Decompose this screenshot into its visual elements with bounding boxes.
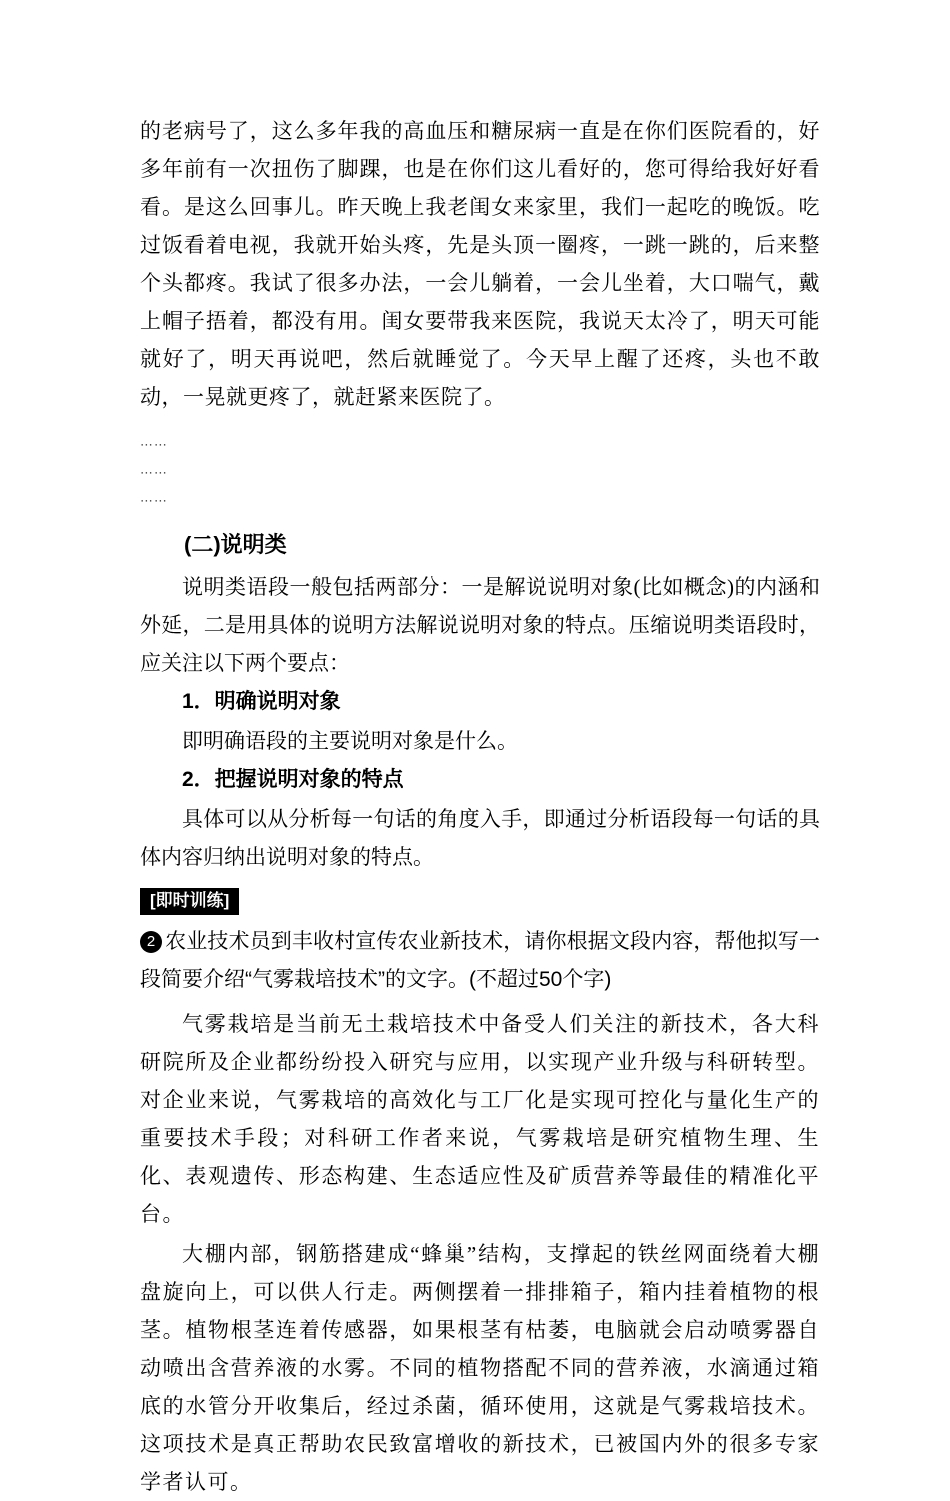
question-text: 农业技术员到丰收村宣传农业新技术，请你根据文段内容，帮他拟写一段简要介绍“气雾栽培技术”的文字。(不超过50个字) <box>140 930 820 991</box>
training-label: [即时训练] <box>140 888 239 915</box>
ellipsis-line: ⋯⋯ <box>140 466 168 481</box>
point2-title: 2．把握说明对象的特点 <box>182 768 404 791</box>
section-intro: 说明类语段一般包括两部分：一是解说说明对象(比如概念)的内涵和外延，二是用具体的说明方法解说说明对象的特点。压缩说明类语段时，应关注以下两个要点： <box>140 575 820 675</box>
ellipsis-marks <box>140 432 820 516</box>
document-page <box>140 112 820 1501</box>
passage-paragraph-2: 大棚内部，钢筋搭建成“蜂巢”结构，支撑起的铁丝网面绕着大棚盘旋向上，可以供人行走。两侧摆着一排排箱子，箱内挂着植物的根茎。植物根茎连着传感器，如果根茎有枯萎，电脑就会启动喷雾器自动喷出含营养液的水雾。不同的植物搭配不同的营养液，水滴通过箱底的水管分开收集后，经过杀菌，循环使用，这就是气雾栽培技术。这项技术是真正帮助农民致富增收的新技术，已被国内外的很多专家学者认可。 <box>140 1242 820 1494</box>
training-question <box>140 923 820 999</box>
point1-title: 1．明确说明对象 <box>182 690 341 713</box>
point1-body: 即明确语段的主要说明对象是什么。 <box>182 729 518 753</box>
ellipsis-line: ⋯⋯ <box>140 494 168 509</box>
section-heading: (二)说明类 <box>184 532 287 557</box>
continuation-paragraph: 的老病号了，这么多年我的高血压和糖尿病一直是在你们医院看的，好多年前有一次扭伤了脚踝，也是在你们这儿看好的，您可得给我好好看看。是这么回事儿。昨天晚上我老闺女来家里，我们一起吃的晚饭。吃过饭看着电视，我就开始头疼，先是头顶一圈疼，一跳一跳的，后来整个头都疼。我试了很多办法，一会儿躺着，一会儿坐着，大口喘气，戴上帽子捂着，都没有用。闺女要带我来医院，我说天太冷了，明天可能就好了，明天再说吧，然后就睡觉了。今天早上醒了还疼，头也不敢动，一晃就更疼了，就赶紧来医院了。 <box>140 119 820 409</box>
ellipsis-line: ⋯⋯ <box>140 438 168 453</box>
point2-body: 具体可以从分析每一句话的角度入手，即通过分析语段每一句话的具体内容归纳出说明对象的特点。 <box>140 807 820 869</box>
question-number-badge: 2 <box>140 931 162 953</box>
passage-paragraph-1: 气雾栽培是当前无土栽培技术中备受人们关注的新技术，各大科研院所及企业都纷纷投入研究与应用，以实现产业升级与科研转型。对企业来说，气雾栽培的高效化与工厂化是实现可控化与量化生产的重要技术手段；对科研工作者来说，气雾栽培是研究植物生理、生化、表观遗传、形态构建、生态适应性及矿质营养等最佳的精准化平台。 <box>140 1012 820 1226</box>
